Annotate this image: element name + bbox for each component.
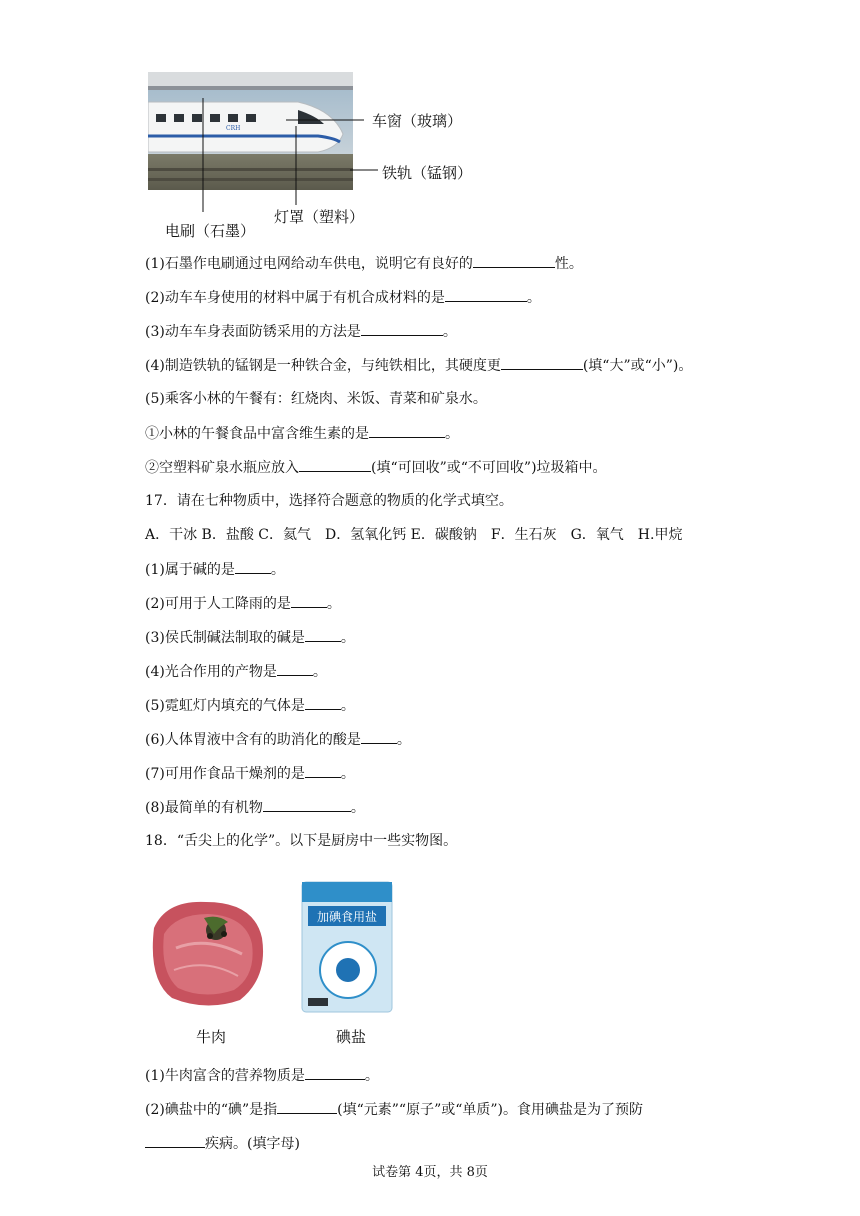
answer-blank[interactable]: [305, 763, 341, 778]
q18-item-1: (1)牛肉富含的营养物质是 。: [145, 1065, 379, 1086]
q17-item-5: (5)霓虹灯内填充的气体是 。: [145, 695, 355, 716]
answer-blank[interactable]: [263, 797, 351, 812]
q17-item-4: (4)光合作用的产物是 。: [145, 661, 327, 682]
label-brush: 电刷（石墨）: [165, 222, 256, 240]
answer-blank[interactable]: [501, 355, 583, 370]
beef-caption: 牛肉: [196, 1028, 227, 1046]
q16-item-4: (4)制造铁轨的锰钢是一种铁合金，与纯铁相比，其硬度更 (填“大”或“小”)。: [145, 355, 692, 376]
q17-stem: 17．请在七种物质中，选择符合题意的物质的化学式填空。: [145, 493, 513, 509]
beef-image: [146, 888, 270, 1012]
answer-blank[interactable]: [291, 593, 327, 608]
q16-item-1: (1)石墨作电刷通过电网给动车供电，说明它有良好的 性。: [145, 253, 583, 274]
q17-item-2: (2)可用于人工降雨的是 。: [145, 593, 341, 614]
q16-item-2: (2)动车车身使用的材料中属于有机合成材料的是 。: [145, 287, 541, 308]
q17-item-3: (3)侯氏制碱法制取的碱是 。: [145, 627, 355, 648]
salt-caption: 碘盐: [336, 1028, 367, 1046]
answer-blank[interactable]: [277, 1099, 337, 1114]
q17-item-8: (8)最简单的有机物 。: [145, 797, 365, 818]
iodized-salt-image: [300, 880, 394, 1014]
page-footer: 试卷第 4页，共 8页: [372, 1165, 488, 1180]
q17-options: A．干冰 B．盐酸 C．氦气 D．氢氧化钙 E．碳酸钠 F．生石灰 G．氧气 H.甲烷: [145, 527, 683, 543]
answer-blank[interactable]: [235, 559, 271, 574]
q16-item-3: (3)动车车身表面防锈采用的方法是 。: [145, 321, 457, 342]
answer-blank[interactable]: [305, 627, 341, 642]
q18-stem: 18．“舌尖上的化学”。以下是厨房中一些实物图。: [145, 833, 458, 849]
q18-item-2: (2)碘盐中的“碘”是指 (填“元素”“原子”或“单质”)。食用碘盐是为了预防: [145, 1099, 643, 1120]
answer-blank[interactable]: [305, 695, 341, 710]
answer-blank[interactable]: [305, 1065, 365, 1080]
label-rail: 铁轨（锰钢）: [382, 164, 473, 182]
answer-blank[interactable]: [369, 423, 445, 438]
q16-item-5-2: ②空塑料矿泉水瓶应放入 (填“可回收”或“不可回收”)垃圾箱中。: [145, 457, 607, 478]
label-lamp: 灯罩（塑料）: [274, 208, 365, 226]
q17-item-6: (6)人体胃液中含有的助消化的酸是 。: [145, 729, 411, 750]
answer-blank[interactable]: [473, 253, 555, 268]
salt-package-label: 加碘食用盐: [316, 910, 378, 924]
label-window: 车窗（玻璃）: [372, 112, 463, 130]
q18-item-2-cont: 疾病。(填字母): [145, 1133, 300, 1154]
train-logo: CRH: [226, 125, 241, 132]
answer-blank[interactable]: [145, 1133, 205, 1148]
answer-blank[interactable]: [277, 661, 313, 676]
q16-item-5: (5)乘客小林的午餐有：红烧肉、米饭、青菜和矿泉水。: [145, 391, 487, 407]
answer-blank[interactable]: [361, 729, 397, 744]
q17-item-1: (1)属于碱的是 。: [145, 559, 285, 580]
answer-blank[interactable]: [445, 287, 527, 302]
q16-item-5-1: ①小林的午餐食品中富含维生素的是 。: [145, 423, 459, 444]
answer-blank[interactable]: [299, 457, 371, 472]
answer-blank[interactable]: [361, 321, 443, 336]
q17-item-7: (7)可用作食品干燥剂的是 。: [145, 763, 355, 784]
